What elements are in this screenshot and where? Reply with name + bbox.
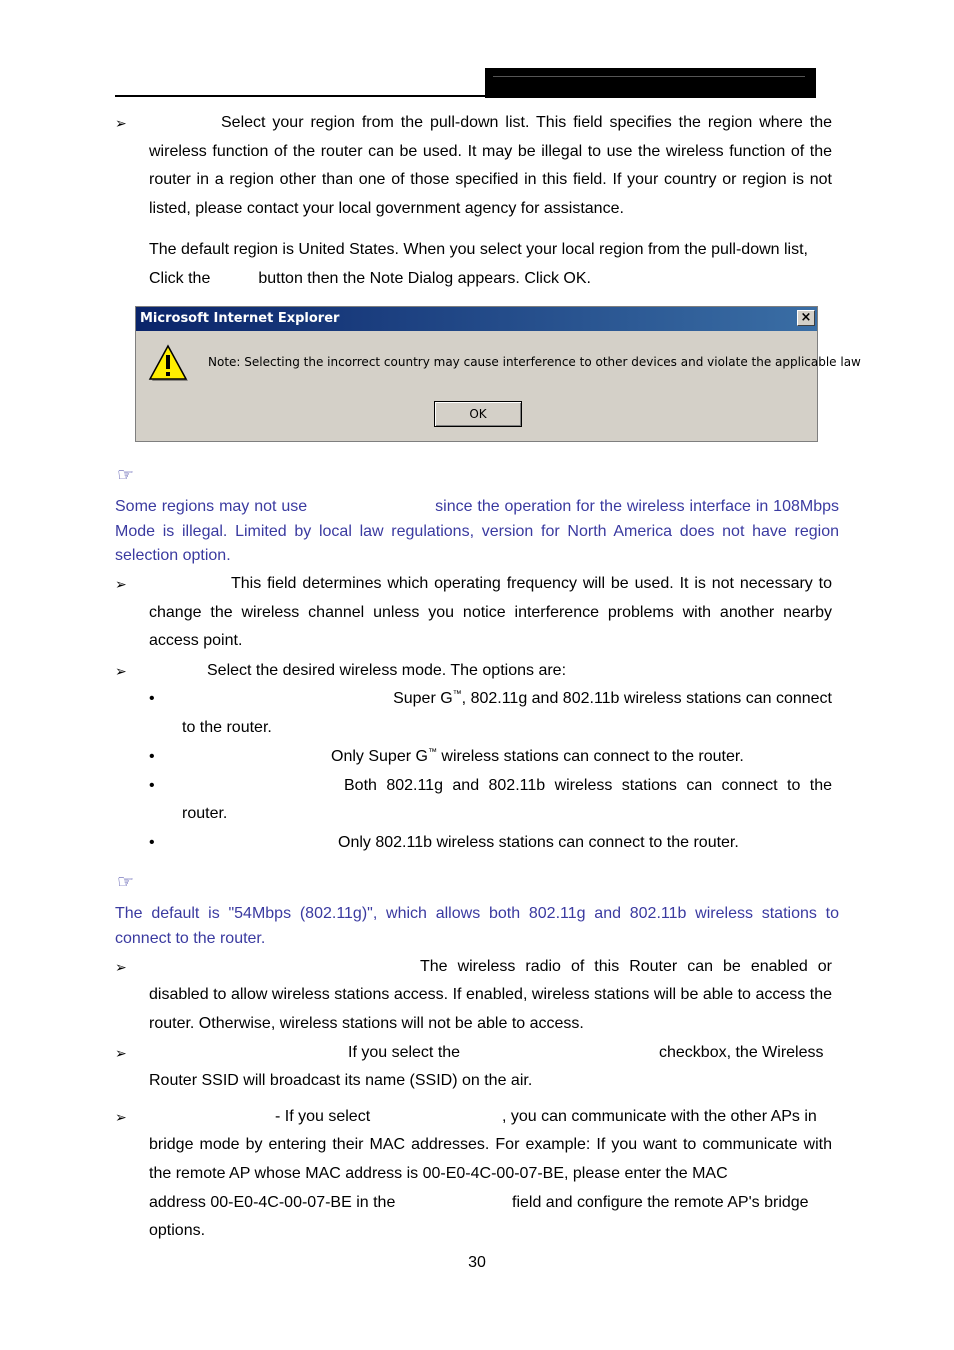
radio-text-b: disabled to allow wireless stations access. If enabled, wireless stations will be able to access the router. Otherwise, wireless stations will not be able to access. — [149, 986, 832, 1032]
bridge-text-b: , you can communicate with the other APs in — [502, 1108, 817, 1125]
ssid-text-a: If you select the — [348, 1044, 461, 1061]
arrow-bullet-icon: ➢ — [115, 1045, 127, 1061]
region-description: Select your region from the pull-down list. This field specifies the region where the wireless function of the router can be used. It may be illegal to use the wireless function of the router in a region other than one of those specified in this field. If your country or region is not listed, please contact your local government agency for assistance. — [149, 114, 832, 218]
dialog-message: Note: Selecting the incorrect country may cause interference to other devices and violate the applicable law — [208, 355, 861, 369]
mode-option-1-rest: , 802.11g and 802.11b wireless stations can connect — [461, 690, 832, 707]
arrow-bullet-icon: ➢ — [115, 663, 127, 679]
region-default-line2 — [149, 265, 591, 294]
bridge-text-d: address 00-E0-4C-00-07-BE in the — [149, 1194, 396, 1211]
bullet-dot: • — [149, 777, 155, 794]
bridge-text-e: field and configure the remote AP's bridge — [512, 1194, 809, 1211]
pointing-hand-icon: ☞ — [117, 872, 135, 893]
note-region — [115, 495, 839, 569]
trademark: ™ — [452, 688, 462, 699]
bridge-text-a: - If you select — [275, 1108, 371, 1125]
bullet-dot: • — [149, 690, 155, 707]
bridge-text-f: options. — [149, 1222, 206, 1239]
pointing-hand-icon: ☞ — [117, 465, 135, 486]
ssid-text-b: checkbox, the Wireless — [659, 1044, 824, 1061]
radio-text-a: The wireless radio of this Router can be enabled or — [420, 958, 832, 975]
bullet-dot: • — [149, 748, 155, 765]
mode-option-3: Both 802.11g and 802.11b wireless stations can connect to the — [344, 777, 832, 794]
header-rule — [115, 95, 487, 97]
trademark: ™ — [427, 746, 437, 757]
close-icon[interactable]: × — [797, 310, 815, 326]
note-region-a: Some regions may not use — [115, 498, 308, 515]
arrow-bullet-icon: ➢ — [115, 1109, 127, 1125]
dialog-titlebar — [136, 307, 817, 331]
page-number: 30 — [468, 1254, 486, 1271]
ok-button[interactable]: OK — [434, 401, 522, 427]
channel-description: This field determines which operating frequency will be used. It is not necessary to change the wireless channel unless you notice interference problems with another nearby access point. — [149, 575, 832, 650]
note-region-b: since the operation for the wireless interface in 108Mbps Mode is illegal. Limited by local law regulations, version for North America does not have region selection option. — [115, 498, 839, 565]
arrow-bullet-icon: ➢ — [115, 959, 127, 975]
header-bar — [485, 68, 816, 98]
mode-option-3-cont: router. — [182, 805, 228, 822]
arrow-bullet-icon: ➢ — [115, 115, 127, 131]
mode-option-4: Only 802.11b wireless stations can connect to the router. — [338, 834, 739, 851]
click-the-text: Click the — [149, 270, 211, 287]
ssid-text-c: Router SSID will broadcast its name (SSID) on the air. — [149, 1072, 533, 1089]
only-super-g-text: Only Super G — [331, 748, 428, 765]
region-default-line1: The default region is United States. When you select your local region from the pull-down list, — [149, 241, 808, 258]
header-bar-line — [493, 76, 805, 77]
warning-icon — [148, 343, 188, 383]
mode-option-1 — [182, 685, 832, 714]
dialog-title: Microsoft Internet Explorer — [140, 311, 340, 326]
bridge-text-c: bridge mode by entering their MAC addresses. For example: If you want to communicate with the remote AP whose MAC address is 00-E0-4C-00-07-BE, please enter the MAC — [149, 1136, 832, 1182]
button-dialog-text: button then the Note Dialog appears. Click OK. — [258, 270, 591, 287]
mode-option-2-rest: wireless stations can connect to the router. — [436, 748, 744, 765]
note-default-mode: The default is "54Mbps (802.11g)", which allows both 802.11g and 802.11b wireless stations to connect to the router. — [115, 905, 839, 947]
mode-option-2 — [331, 743, 744, 772]
super-g-text: Super G — [393, 690, 453, 707]
mode-intro: Select the desired wireless mode. The options are: — [207, 662, 567, 679]
mode-option-1-cont: to the router. — [182, 719, 272, 736]
arrow-bullet-icon: ➢ — [115, 576, 127, 592]
ie-dialog — [135, 306, 861, 442]
bullet-dot: • — [149, 834, 155, 851]
